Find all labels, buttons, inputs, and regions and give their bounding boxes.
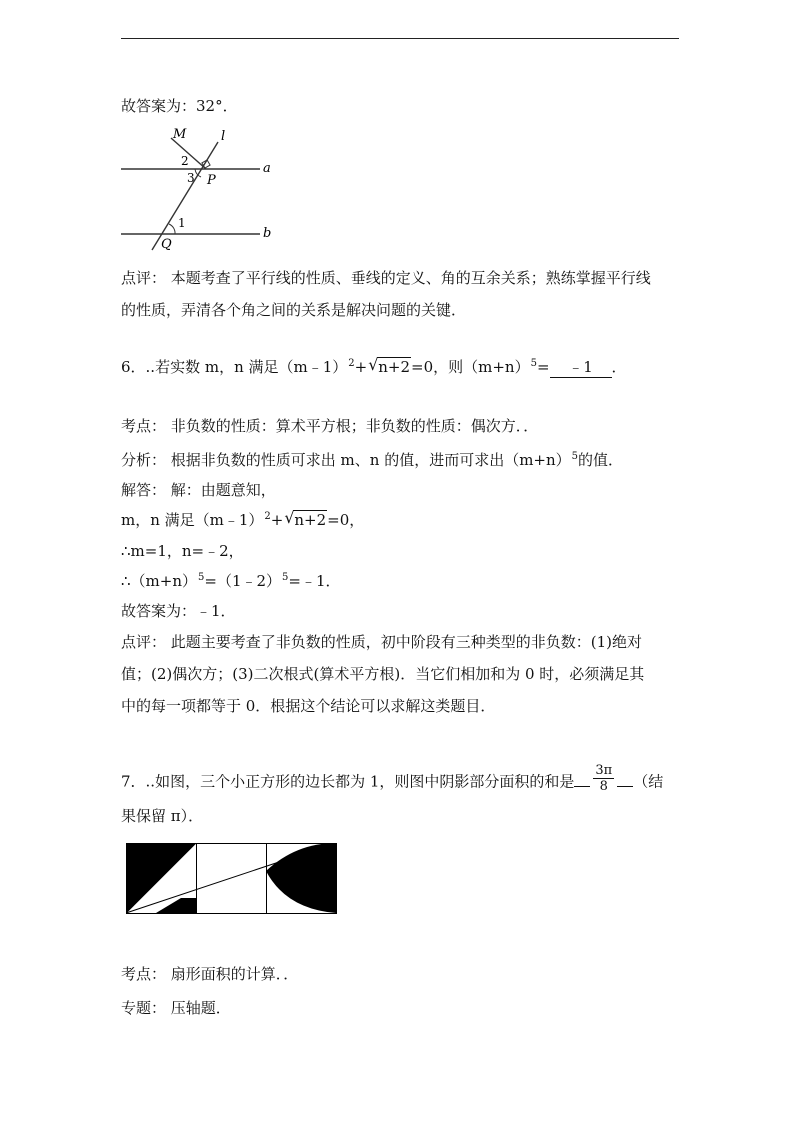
q6-stem-exp2: 5	[530, 358, 537, 369]
q7-figure	[126, 843, 338, 915]
label-a: a	[263, 161, 271, 176]
q7-answer-den: 8	[599, 779, 608, 794]
q6-comment-line2: 值；(2)偶次方；(3)二次根式(算术平方根)．当它们相加和为 0 时，必须满足其	[121, 665, 645, 683]
label-M: M	[173, 127, 187, 142]
q6-fenxi-prefix: 分析： 根据非负数的性质可求出 m、n 的值，进而可求出（m+n）	[121, 451, 571, 469]
q7-stem	[121, 763, 664, 798]
q6-step3-suffix: =﹣1．	[288, 572, 341, 590]
q6-comment-line3: 中的每一项都等于 0．根据这个结论可以求解这类题目．	[121, 697, 496, 715]
q7-answer-fraction	[593, 763, 614, 794]
q7-stem-line2: 果保留 π）．	[121, 807, 204, 825]
header-rule	[121, 38, 679, 39]
q6-step1-sqrt: √ n+2	[284, 508, 327, 529]
q7-kaodian: 考点： 扇形面积的计算．．	[121, 965, 299, 983]
angle-label-1: 1	[178, 216, 186, 230]
q6-step1-plus: +	[270, 511, 284, 529]
q6-step3-exp2: 5	[282, 572, 289, 583]
angle-label-3: 3	[187, 171, 195, 185]
q6-step1	[121, 510, 364, 533]
shade-right-quarter	[266, 843, 336, 913]
q5-comment-line2: 的性质，弄清各个角之间的关系是解决问题的关键．	[121, 301, 467, 319]
q7-stem-suffix: （结	[633, 772, 664, 791]
q6-stem-mid: =0，则（m+n）	[411, 358, 530, 376]
q5-figure	[115, 124, 285, 254]
q6-step2: ∴m=1，n=﹣2，	[121, 542, 244, 560]
q6-radicand: n+2	[378, 358, 411, 376]
q6-step3-exp: 5	[198, 572, 205, 583]
q6-answer-line: 故答案为：﹣1．	[121, 602, 236, 620]
q7-answer-num: 3π	[595, 763, 613, 778]
q6-kaodian: 考点： 非负数的性质：算术平方根；非负数的性质：偶次方．．	[121, 417, 539, 435]
q6-step3	[121, 571, 341, 594]
q6-answer-blank: ﹣1	[550, 357, 612, 378]
angle-1-arc	[169, 224, 175, 234]
q7-zhuanti: 专题： 压轴题．	[121, 999, 231, 1017]
q6-step1-radicand: n+2	[294, 511, 327, 529]
q6-step3-prefix: ∴（m+n）	[121, 572, 197, 590]
q6-stem	[121, 357, 627, 380]
square-2	[197, 844, 267, 914]
q6-sqrt: √ n+2	[368, 355, 411, 376]
q6-stem-plus: +	[354, 358, 368, 376]
q6-step3-mid: =（1﹣2）	[204, 572, 282, 590]
q6-step1-prefix: m，n 满足（m﹣1）	[121, 511, 264, 529]
q5-comment-line1: 点评： 本题考查了平行线的性质、垂线的定义、角的互余关系；熟练掌握平行线	[121, 269, 651, 287]
q6-step1-suffix: =0，	[327, 511, 365, 529]
q6-step1-exp: 2	[264, 511, 271, 522]
q6-comment-line1: 点评： 此题主要考查了非负数的性质，初中阶段有三种类型的非负数：(1)绝对	[121, 633, 643, 651]
q5-answer-line: 故答案为：32°．	[121, 97, 238, 115]
label-P: P	[207, 173, 216, 188]
label-Q: Q	[161, 237, 172, 252]
label-b: b	[263, 226, 272, 241]
angle-label-2: 2	[181, 154, 189, 168]
label-l: l	[221, 129, 226, 144]
q6-fenxi-exp: 5	[571, 451, 579, 462]
q6-stem-end: ．	[611, 358, 627, 376]
q6-stem-exp: 2	[348, 358, 355, 369]
q6-jieda: 解答： 解：由题意知，	[121, 481, 276, 499]
q6-fenxi	[121, 450, 623, 473]
q7-stem-prefix: 7．..如图，三个小正方形的边长都为 1，则图中阴影部分面积的和是	[121, 772, 575, 791]
q6-fenxi-suffix: 的值．	[578, 451, 624, 469]
q6-stem-prefix: 6．..若实数 m，n 满足（m﹣1）	[121, 358, 348, 376]
q6-stem-eq: =	[536, 358, 550, 376]
